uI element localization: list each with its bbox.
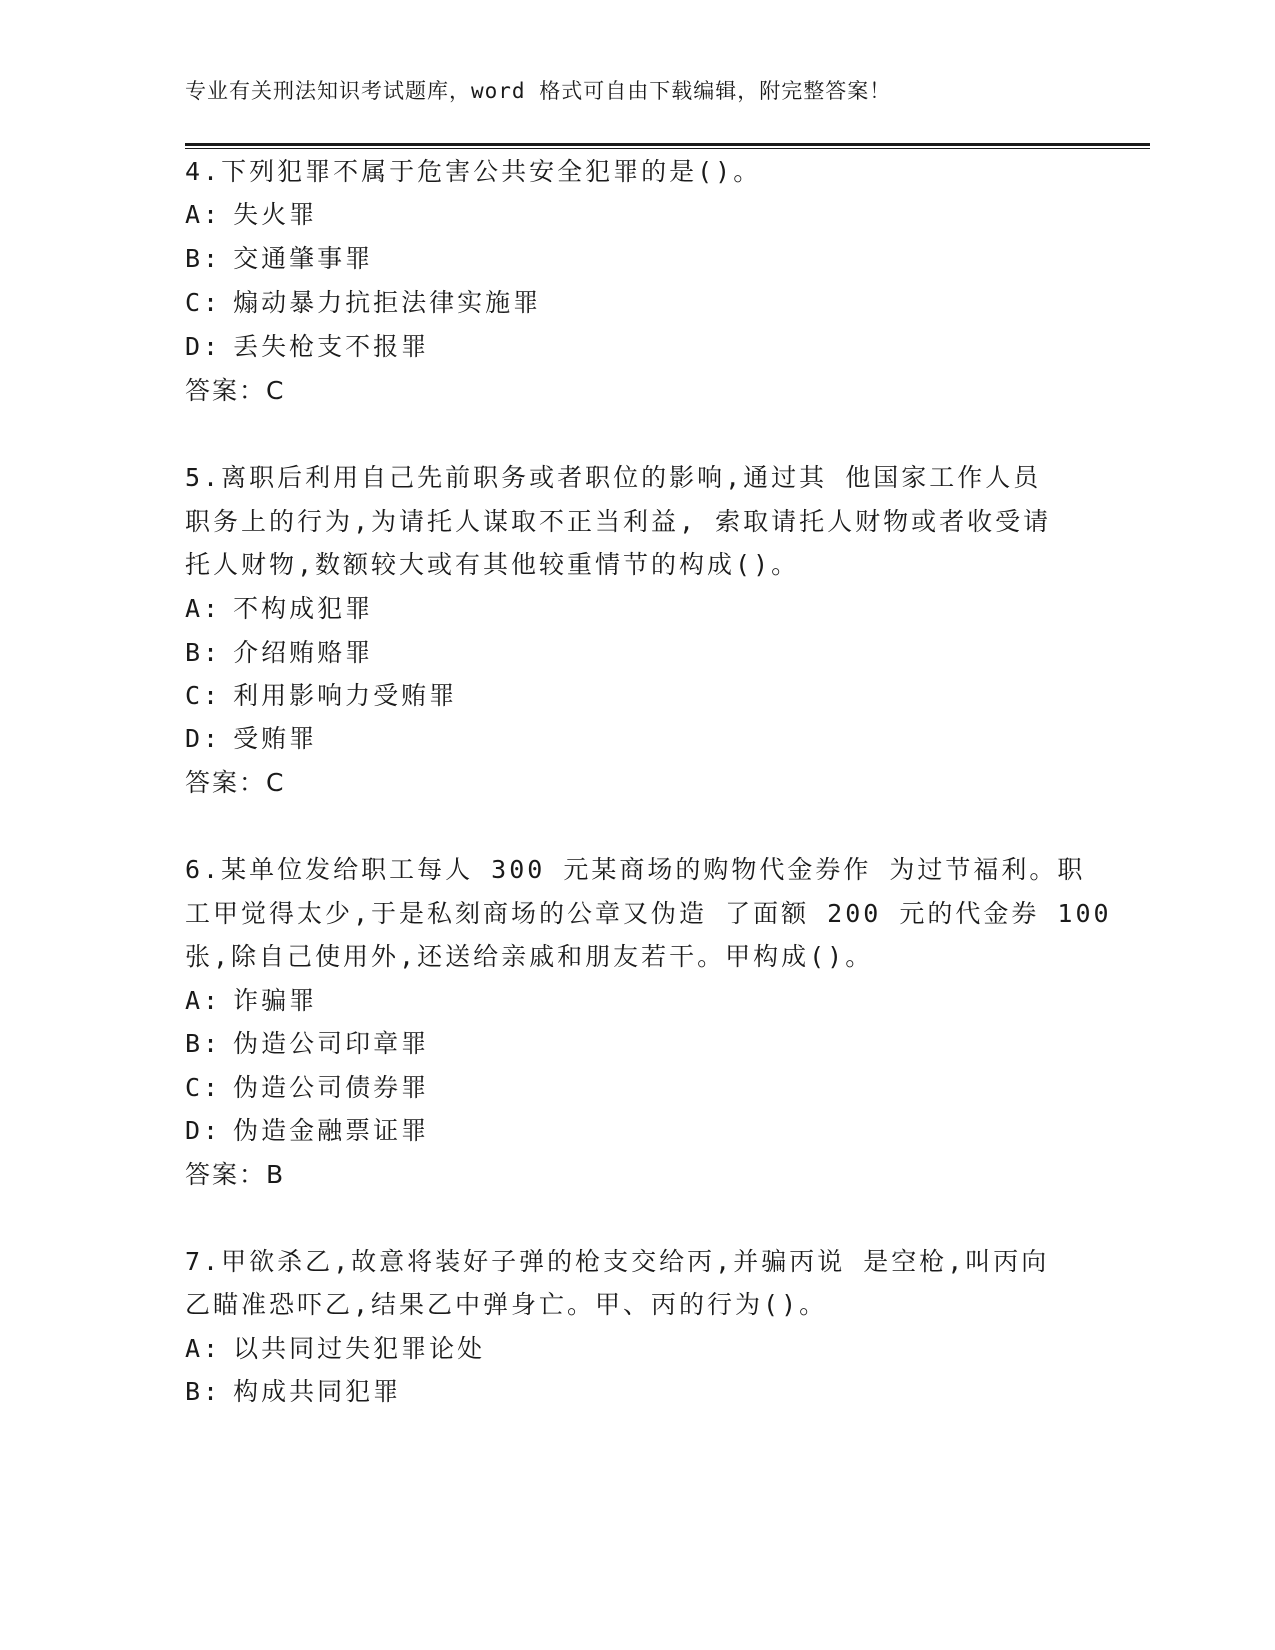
question-stem: 4.下列犯罪不属于危害公共安全犯罪的是()。	[185, 157, 762, 186]
answer-line: 答案：B	[185, 1160, 286, 1189]
option-key: A:	[185, 200, 222, 229]
option-a	[185, 592, 373, 626]
question-stem: 乙瞄准恐吓乙,结果乙中弹身亡。甲、丙的行为()。	[185, 1290, 828, 1319]
option-text: 受贿罪	[233, 724, 318, 753]
option-key: A:	[185, 1334, 222, 1363]
option-key: C:	[185, 288, 222, 317]
option-key: B:	[185, 1377, 222, 1406]
option-b	[185, 1027, 429, 1061]
option-d	[185, 330, 429, 364]
option-a	[185, 984, 317, 1018]
option-key: D:	[185, 332, 222, 361]
question-stem: 托人财物,数额较大或有其他较重情节的构成()。	[185, 550, 800, 579]
option-key: B:	[185, 244, 222, 273]
option-text: 伪造金融票证罪	[233, 1116, 430, 1145]
option-text: 介绍贿赂罪	[233, 638, 374, 667]
question-stem: 5.离职后利用自己先前职务或者职位的影响,通过其 他国家工作人员	[185, 463, 1042, 492]
option-text: 诈骗罪	[233, 986, 318, 1015]
option-key: B:	[185, 1029, 222, 1058]
answer-line: 答案：C	[185, 768, 286, 797]
question-stem: 张,除自己使用外,还送给亲戚和朋友若干。甲构成()。	[185, 942, 874, 971]
option-a	[185, 198, 317, 232]
option-d	[185, 1114, 429, 1148]
option-text: 构成共同犯罪	[233, 1377, 402, 1406]
header-rule-thick	[185, 143, 1150, 146]
option-text: 交通肇事罪	[233, 244, 374, 273]
question-stem: 6.某单位发给职工每人 300 元某商场的购物代金券作 为过节福利。职	[185, 855, 1086, 884]
question-stem: 职务上的行为,为请托人谋取不正当利益, 索取请托人财物或者收受请	[185, 507, 1052, 536]
option-key: A:	[185, 594, 222, 623]
page-header: 专业有关刑法知识考试题库，word 格式可自由下载编辑，附完整答案！	[185, 79, 892, 103]
option-text: 以共同过失犯罪论处	[233, 1334, 486, 1363]
option-key: B:	[185, 638, 222, 667]
question-stem: 工甲觉得太少,于是私刻商场的公章又伪造 了面额 200 元的代金券 100	[185, 899, 1112, 928]
option-text: 利用影响力受贿罪	[233, 681, 458, 710]
option-key: C:	[185, 681, 222, 710]
header-rule-thin	[185, 148, 1150, 149]
option-text: 煽动暴力抗拒法律实施罪	[233, 288, 542, 317]
option-b	[185, 1375, 401, 1409]
option-text: 伪造公司债券罪	[233, 1073, 430, 1102]
option-a	[185, 1332, 485, 1366]
option-key: A:	[185, 986, 222, 1015]
option-text: 丢失枪支不报罪	[233, 332, 430, 361]
option-b	[185, 636, 373, 670]
question-stem: 7.甲欲杀乙,故意将装好子弹的枪支交给丙,并骗丙说 是空枪,叫丙向	[185, 1247, 1050, 1276]
option-text: 伪造公司印章罪	[233, 1029, 430, 1058]
option-text: 不构成犯罪	[233, 594, 374, 623]
option-c	[185, 286, 541, 320]
option-key: C:	[185, 1073, 222, 1102]
option-key: D:	[185, 724, 222, 753]
option-c	[185, 1071, 429, 1105]
answer-line: 答案：C	[185, 376, 286, 405]
option-b	[185, 242, 373, 276]
option-d	[185, 722, 317, 756]
option-c	[185, 679, 457, 713]
option-key: D:	[185, 1116, 222, 1145]
option-text: 失火罪	[233, 200, 318, 229]
